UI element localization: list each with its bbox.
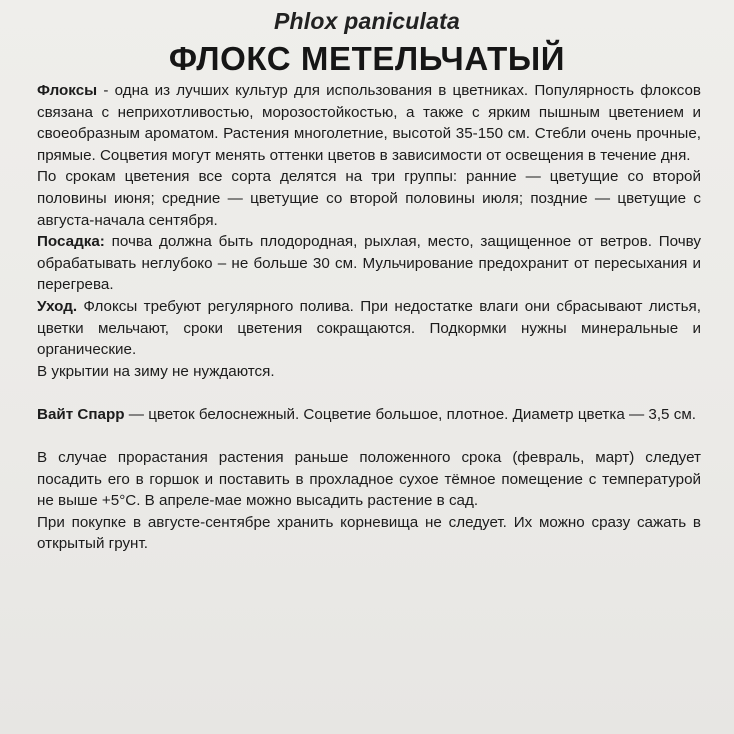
storage-paragraph: При покупке в августе-сентябре хранить корневища не следует. Их можно сразу сажать в открытый грунт.: [37, 513, 701, 553]
latin-title: Phlox paniculata: [274, 8, 460, 34]
groups-paragraph: По срокам цветения все сорта делятся на три группы: ранние — цветущие со второй половины июня; средние — цветущие со второй половины июля; поздние — цветущие с августа-начала сентября.: [37, 168, 701, 229]
planting-text: почва должна быть плодородная, рыхлая, место, защищенное от ветров. Почву обрабатывать неглубоко – не больше 30 см. Мульчирование предохранит от пересыхания и перегрева.: [37, 233, 701, 294]
care-text: Флоксы требуют регулярного полива. При недостатке влаги они сбрасывают листья, цветки мельчают, сроки цветения сокращаются. Подкормки нужны минеральные и органические.: [37, 297, 701, 359]
intro-lead: Флоксы: [37, 82, 98, 99]
intro-text: - одна из лучших культур для использования в цветниках. Популярность флоксов связана с неприхотливостью, морозостойкостью, а также с ярким пышным цветением и своеобразным ароматом. Растения многолетние, высотой 35-150 см. Стебли очень прочные, прямые. Соцветия могут менять оттенки цветов в зависимости от освещения в течение дня.: [37, 82, 701, 164]
planting-paragraph: [37, 231, 701, 296]
spacer: [37, 382, 701, 404]
care-paragraph: [37, 296, 701, 361]
planting-lead: Посадка:: [37, 233, 105, 251]
care-lead: Уход.: [37, 297, 78, 315]
variety-paragraph: [37, 404, 701, 426]
winter-paragraph: В укрытии на зиму не нуждаются.: [37, 362, 275, 380]
spacer: [37, 426, 701, 448]
description-body: [37, 80, 701, 555]
variety-lead: Вайт Спарр: [37, 405, 125, 423]
russian-title: ФЛОКС МЕТЕЛЬЧАТЫЙ: [168, 40, 566, 77]
early-sprout-paragraph: В случае прорастания растения раньше положенного срока (февраль, март) следует посадить его в горшок и поставить в прохладное сухое тёмное помещение с температурой не выше +5°С. В апреле-мае можно высадить растение в сад.: [37, 449, 701, 510]
variety-text: — цветок белоснежный. Соцветие большое, плотное. Диаметр цветка — 3,5 см.: [124, 405, 696, 423]
intro-paragraph: [37, 80, 701, 166]
